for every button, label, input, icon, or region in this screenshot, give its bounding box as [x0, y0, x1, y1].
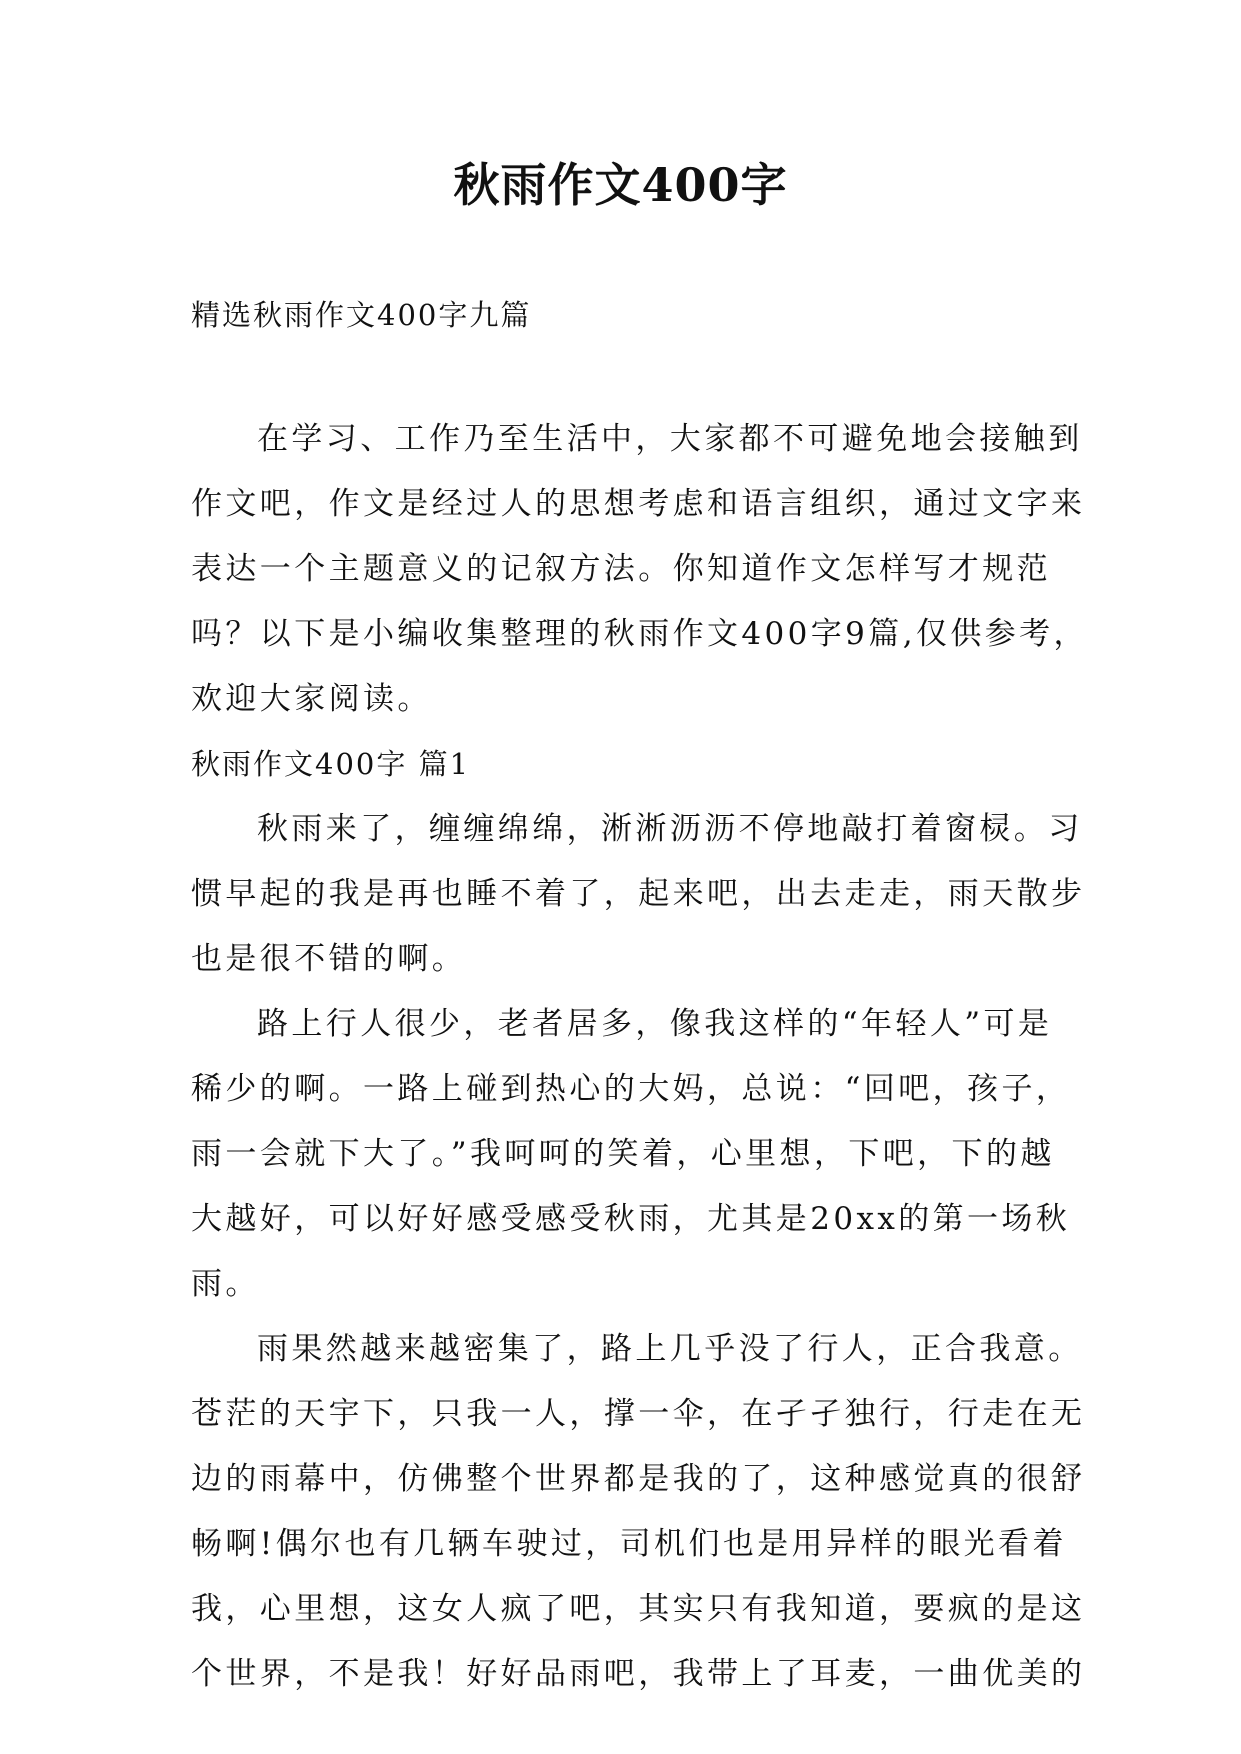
- body-text-line: 畅啊!偶尔也有几辆车驶过，司机们也是用异样的眼光看着: [191, 1526, 1067, 1562]
- body-text-line: 稀少的啊。一路上碰到热心的大妈，总说：“回吧，孩子，: [191, 1071, 1071, 1107]
- section-heading: 秋雨作文400字 篇1: [191, 747, 471, 781]
- document-title: 秋雨作文400字: [453, 158, 788, 212]
- body-text-line: 欢迎大家阅读。: [191, 681, 432, 717]
- body-text-line: 吗？以下是小编收集整理的秋雨作文400字9篇,仅供参考，: [191, 616, 1088, 652]
- body-text-line: 苍茫的天宇下，只我一人，撑一伞，在孑孑独行，行走在无: [191, 1396, 1086, 1432]
- body-text-line: 惯早起的我是再也睡不着了，起来吧，出去走走，雨天散步: [191, 876, 1086, 912]
- body-text-line: 大越好，可以好好感受感受秋雨，尤其是20xx的第一场秋: [191, 1201, 1071, 1237]
- body-text-line: 雨果然越来越密集了，路上几乎没了行人，正合我意。: [257, 1331, 1083, 1367]
- body-text-line: 作文吧，作文是经过人的思想考虑和语言组织，通过文字来: [191, 486, 1086, 522]
- document-subtitle: 精选秋雨作文400字九篇: [191, 298, 532, 332]
- body-text-line: 路上行人很少，老者居多，像我这样的“年轻人”可是: [257, 1006, 1053, 1042]
- body-text-line: 在学习、工作乃至生活中，大家都不可避免地会接触到: [257, 421, 1083, 457]
- body-text-line: 雨一会就下大了。”我呵呵的笑着，心里想，下吧，下的越: [191, 1136, 1055, 1172]
- body-text-line: 我，心里想，这女人疯了吧，其实只有我知道，要疯的是这: [191, 1591, 1086, 1627]
- body-text-line: 秋雨来了，缠缠绵绵，淅淅沥沥不停地敲打着窗棂。习: [257, 811, 1083, 847]
- body-text-line: 表达一个主题意义的记叙方法。你知道作文怎样写才规范: [191, 551, 1051, 587]
- body-text-line: 雨。: [191, 1266, 260, 1302]
- document-body: [191, 407, 1088, 1707]
- body-text-line: 个世界，不是我！好好品雨吧，我带上了耳麦，一曲优美的: [191, 1656, 1086, 1692]
- body-text-line: 也是很不错的啊。: [191, 941, 467, 977]
- body-text-line: 边的雨幕中，仿佛整个世界都是我的了，这种感觉真的很舒: [191, 1461, 1086, 1497]
